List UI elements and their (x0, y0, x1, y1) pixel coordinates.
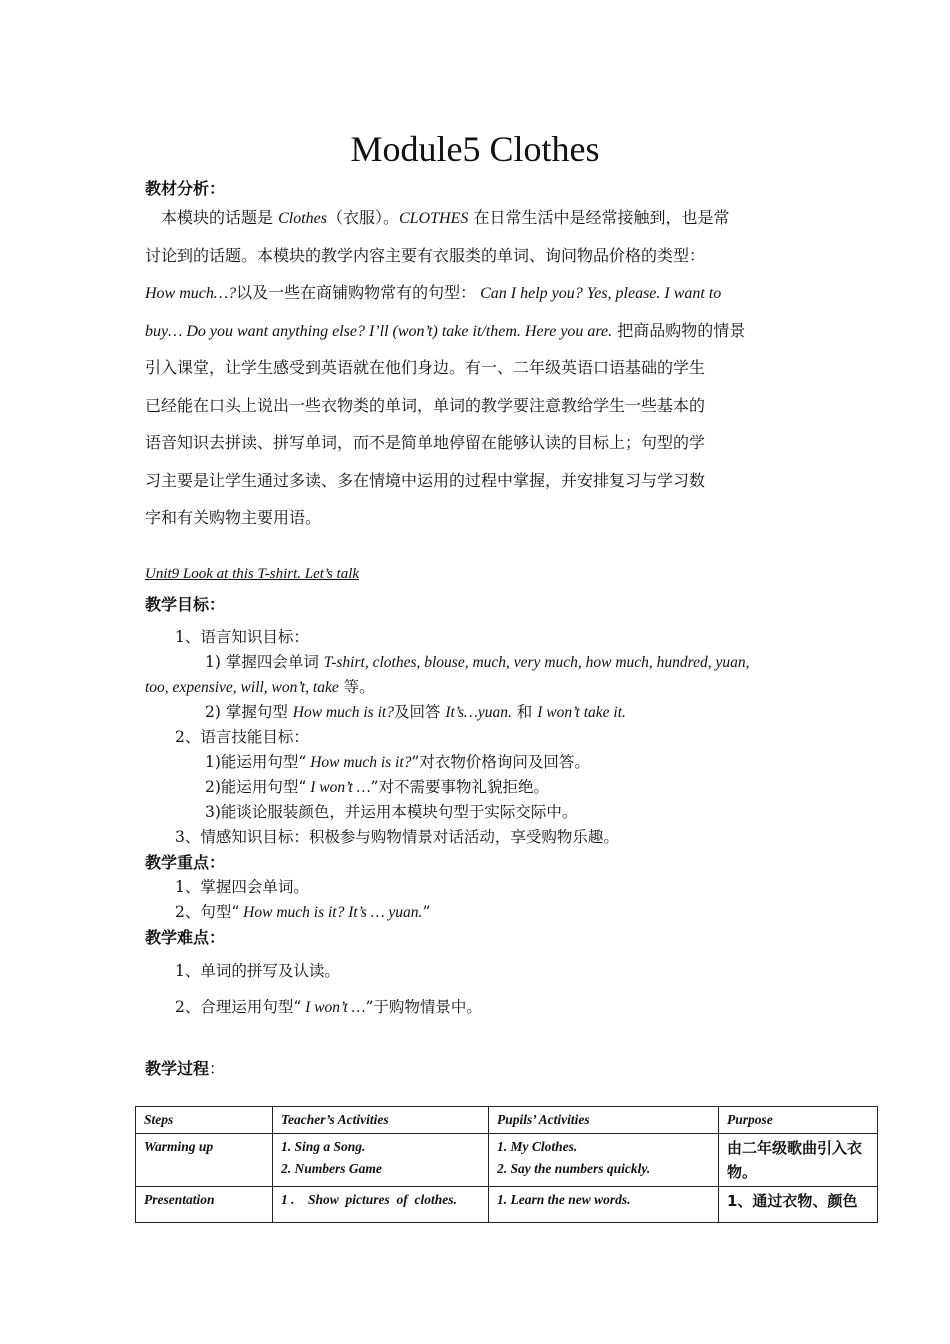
paragraph-line (145, 462, 810, 500)
objective-1a (205, 651, 750, 674)
objective-2: 2、语言技能目标： (175, 728, 309, 746)
english-run: buy… Do you want anything else? I’ll (won’t) take it/them. Here you are. (145, 322, 613, 340)
table-row (136, 1134, 878, 1187)
objective-2a (205, 751, 590, 774)
objective-2b-post: ”对不需要事物礼貌拒绝。 (370, 778, 549, 796)
header-teacher: Teacher’s Activities (273, 1107, 489, 1134)
row-purpose: 由二年级歌曲引入衣物。 (719, 1134, 878, 1187)
key-point-2 (175, 901, 430, 924)
lesson-table (135, 1106, 878, 1223)
objective-2b-pattern: I won’t … (306, 779, 371, 796)
english-run: How much…? (145, 285, 237, 302)
pupil-activity: 1. My Clothes. (497, 1139, 578, 1154)
teacher-activity: 1. Sing a Song. (281, 1139, 366, 1154)
text-run: 语音知识去拼读、拼写单词，而不是简单地停留在能够认读的目标上；句型的学 (145, 433, 706, 452)
header-pupils: Pupils’ Activities (489, 1107, 719, 1134)
objective-1b-mid: 及回答 (393, 703, 446, 721)
unit-line: Unit9 Look at this T-shirt. Let’s talk (145, 566, 360, 582)
objective-2b (205, 776, 549, 799)
analysis-paragraph (145, 199, 810, 537)
difficulty-1: 1、单词的拼写及认读。 (175, 962, 340, 980)
analysis-heading: 教材分析： (145, 179, 226, 198)
text-run: 本模块的话题是 (145, 208, 279, 227)
process-heading-colon: ： (209, 1059, 226, 1078)
objective-1a-text: 1) 掌握四会单词 (205, 653, 324, 671)
paragraph-line (145, 424, 810, 462)
row-purpose: 1、通过衣物、颜色 (719, 1187, 878, 1223)
text-run: 已经能在口头上说出一些衣物类的单词，单词的教学要注意教给学生一些基本的 (145, 395, 706, 415)
teacher-activity: 1 . Show pictures of clothes. (281, 1192, 457, 1207)
objective-1b-refuse: I won’t take it. (537, 704, 626, 721)
objective-2b-pre: 2)能运用句型“ (205, 778, 307, 796)
english-run: Can I help you? Yes, please. I want to (476, 285, 722, 302)
document-title: Module5 Clothes (350, 129, 600, 169)
row-step: Warming up (136, 1134, 273, 1187)
process-heading (145, 1058, 225, 1080)
objective-1b-and: 和 (511, 703, 538, 721)
paragraph-line (145, 199, 810, 237)
objective-2c: 3)能谈论服装颜色，并运用本模块句型于实际交际中。 (205, 803, 578, 821)
text-run: 以及一些在商铺购物常有的句型： (236, 283, 477, 302)
objective-2a-pre: 1)能运用句型“ (205, 753, 307, 771)
row-pupils (489, 1134, 719, 1187)
text-run: （衣服）。 (326, 208, 399, 227)
key-points-heading: 教学重点： (145, 853, 226, 872)
key-point-2-pre: 2、句型“ (175, 903, 240, 921)
objective-1b (205, 701, 626, 724)
objective-2a-post: ”对衣物价格询问及回答。 (411, 753, 590, 771)
pupil-activity: 2. Say the numbers quickly. (497, 1161, 651, 1176)
difficulty-2-pattern: I won’t … (301, 999, 366, 1016)
paragraph-line (145, 349, 810, 387)
objective-1b-pattern: How much is it? (292, 704, 394, 721)
objective-1a-cont-words: too, expensive, will, won’t, take (145, 679, 339, 696)
text-run: 讨论到的话题。本模块的教学内容主要有衣服类的单词、询问物品价格的类型： (145, 245, 706, 265)
difficulty-2-post: ”于购物情景中。 (365, 998, 482, 1016)
objectives-heading: 教学目标： (145, 595, 226, 614)
objective-1b-pre: 2) 掌握句型 (205, 703, 293, 721)
text-run: 把商品购物的情景 (612, 320, 746, 340)
objective-1: 1、语言知识目标： (175, 628, 309, 646)
paragraph-line (145, 499, 810, 537)
key-point-1: 1、掌握四会单词。 (175, 878, 309, 896)
objective-2a-pattern: How much is it? (306, 754, 412, 771)
pupil-activity: 1. Learn the new words. (497, 1192, 631, 1207)
text-run: 引入课堂，让学生感受到英语就在他们身边。有一、二年级英语口语基础的学生 (145, 358, 706, 377)
table-row (136, 1187, 878, 1223)
difficulty-2-pre: 2、合理运用句型“ (175, 998, 302, 1016)
text-run: 在日常生活中是经常接触到，也是常 (468, 208, 730, 227)
teacher-activity: 2. Numbers Game (281, 1161, 382, 1176)
paragraph-line (145, 274, 810, 312)
objective-1a-words: T-shirt, clothes, blouse, much, very much, how much, hundred, yuan, (323, 654, 750, 671)
objective-1a-cont (145, 676, 375, 699)
objective-3: 3、情感知识目标：积极参与购物情景对话活动，享受购物乐趣。 (175, 828, 619, 846)
difficulty-2 (175, 996, 482, 1019)
text-run: 字和有关购物主要用语。 (145, 508, 322, 527)
paragraph-line (145, 237, 810, 275)
english-run: Clothes (278, 210, 327, 227)
process-heading-text: 教学过程 (145, 1059, 210, 1078)
key-point-2-pattern: How much is it? It’s … yuan. (239, 904, 423, 921)
row-pupils (489, 1187, 719, 1223)
row-teacher (273, 1134, 489, 1187)
english-run: CLOTHES (399, 210, 469, 227)
paragraph-line (145, 312, 810, 350)
header-steps: Steps (136, 1107, 273, 1134)
text-run: 习主要是让学生通过多读、多在情境中运用的过程中掌握，并安排复习与学习数 (145, 470, 706, 490)
objective-1b-answer: It’s…yuan. (445, 704, 512, 721)
row-step: Presentation (136, 1187, 273, 1223)
table-header-row (136, 1107, 878, 1134)
row-teacher (273, 1187, 489, 1223)
difficulties-heading: 教学难点： (145, 928, 226, 947)
paragraph-line (145, 387, 810, 425)
objective-1a-end: 等。 (338, 678, 375, 696)
header-purpose: Purpose (719, 1107, 878, 1134)
key-point-2-post: ” (422, 903, 431, 921)
